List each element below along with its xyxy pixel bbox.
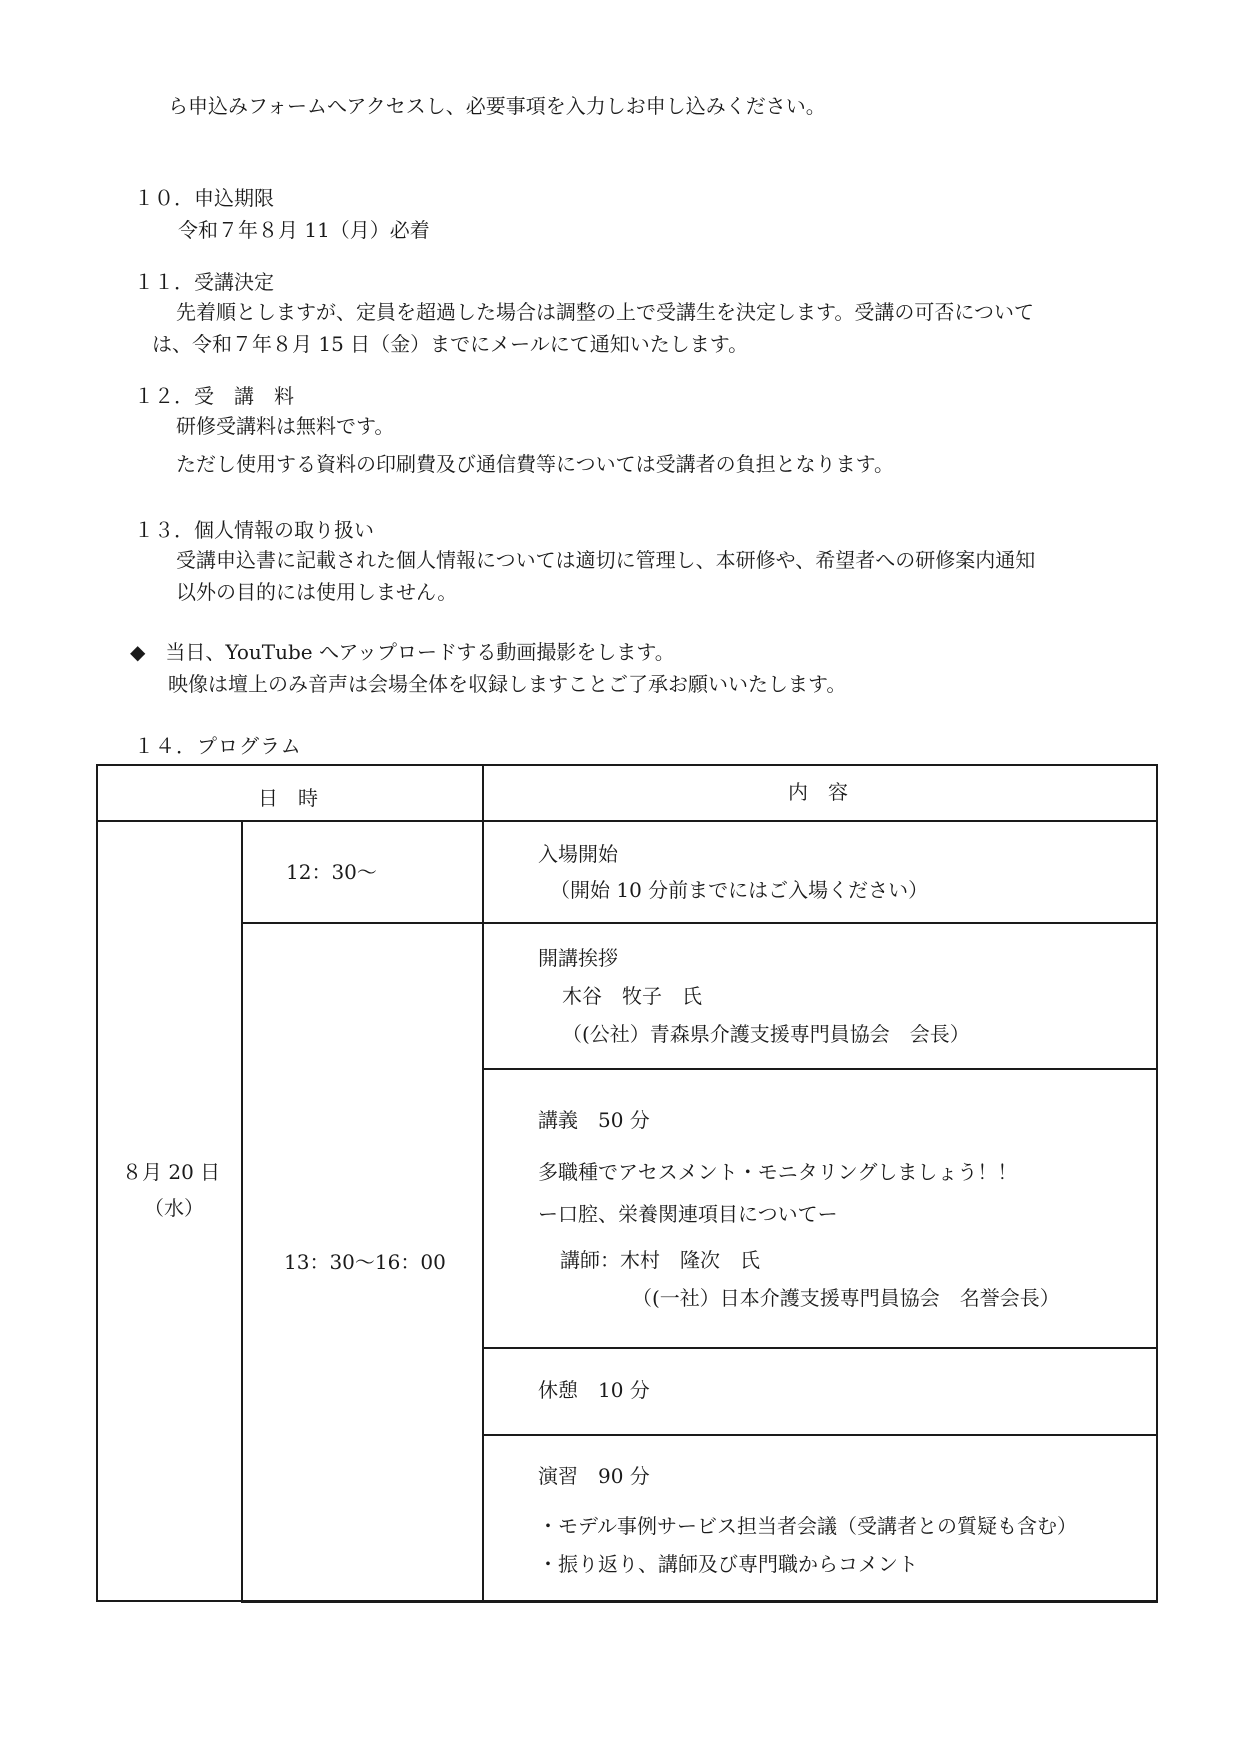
section-13-body-line2: 以外の目的には使用しません。 bbox=[176, 580, 458, 604]
row3-line2: 多職種でアセスメント・モニタリングしましょう！！ bbox=[538, 1160, 1018, 1184]
row2-line2: 木谷 牧子 氏 bbox=[562, 984, 702, 1008]
program-date: ８月 20 日 bbox=[122, 1160, 221, 1184]
header-datetime: 日 時 bbox=[258, 786, 318, 810]
section-10-body: 令和７年８月 11（月）必着 bbox=[178, 218, 430, 242]
section-11-body-line2: は、令和７年８月 15 日（金）までにメールにて通知いたします。 bbox=[152, 332, 749, 356]
section-13-heading: １３．個人情報の取り扱い bbox=[134, 518, 374, 542]
row3-line3: ー口腔、栄養関連項目についてー bbox=[538, 1202, 838, 1226]
table-border-bottom bbox=[241, 1600, 1158, 1603]
section-12-heading: １２．受 講 料 bbox=[134, 384, 294, 408]
header-content: 内 容 bbox=[788, 780, 848, 804]
row3-line1: 講義 50 分 bbox=[538, 1108, 650, 1132]
row4-line1: 休憩 10 分 bbox=[538, 1378, 650, 1402]
row2-line3: （(公社）青森県介護支援専門員協会 会長） bbox=[562, 1022, 970, 1046]
program-weekday: （水） bbox=[144, 1196, 204, 1220]
row5-line1: 演習 90 分 bbox=[538, 1464, 650, 1488]
section-13-body-line1: 受講申込書に記載された個人情報については適切に管理し、本研修や、希望者への研修案内通知 bbox=[176, 548, 1036, 572]
table-border-bottom-left bbox=[96, 1600, 241, 1602]
notice-line2: 映像は壇上のみ音声は会場全体を収録しますことご了承お願いいたします。 bbox=[168, 672, 847, 696]
table-header-bottom bbox=[96, 820, 1158, 822]
table-border-right bbox=[1156, 764, 1158, 1602]
notice-line1: ◆ 当日、YouTube へアップロードする動画撮影をします。 bbox=[130, 640, 675, 664]
row3-line4: 講師：木村 隆次 氏 bbox=[560, 1248, 760, 1272]
section-10-heading: １０．申込期限 bbox=[134, 186, 274, 210]
row5-line2: ・モデル事例サービス担当者会議（受講者との質疑も含む） bbox=[538, 1514, 1077, 1538]
row1-line1: 入場開始 bbox=[538, 842, 618, 866]
section-11-heading: １１．受講決定 bbox=[134, 270, 274, 294]
time-slot-1: 12：30～ bbox=[286, 860, 377, 884]
row3-line5: （(一社）日本介護支援専門員協会 名誉会長） bbox=[632, 1286, 1060, 1310]
table-content-divider bbox=[482, 764, 484, 1602]
table-date-divider bbox=[241, 820, 243, 1602]
table-row3-bottom bbox=[483, 1347, 1158, 1349]
table-border-left bbox=[96, 764, 98, 1601]
table-row4-bottom bbox=[483, 1434, 1158, 1436]
table-row1-bottom bbox=[241, 922, 1158, 924]
row5-line3: ・振り返り、講師及び専門職からコメント bbox=[538, 1552, 918, 1576]
row2-line1: 開講挨拶 bbox=[538, 946, 618, 970]
table-border-top bbox=[96, 764, 1158, 766]
row1-line2: （開始 10 分前までにはご入場ください） bbox=[550, 878, 929, 902]
section-12-body-line1: 研修受講料は無料です。 bbox=[176, 414, 395, 438]
section-12-body-line2: ただし使用する資料の印刷費及び通信費等については受講者の負担となります。 bbox=[176, 452, 894, 476]
intro-line: ら申込みフォームへアクセスし、必要事項を入力しお申し込みください。 bbox=[168, 94, 826, 118]
table-row2-bottom bbox=[483, 1068, 1158, 1070]
time-slot-2: 13：30～16：00 bbox=[284, 1250, 446, 1274]
section-14-heading: １４．プログラム bbox=[134, 734, 302, 758]
section-11-body-line1: 先着順としますが、定員を超過した場合は調整の上で受講生を決定します。受講の可否について bbox=[176, 300, 1034, 324]
